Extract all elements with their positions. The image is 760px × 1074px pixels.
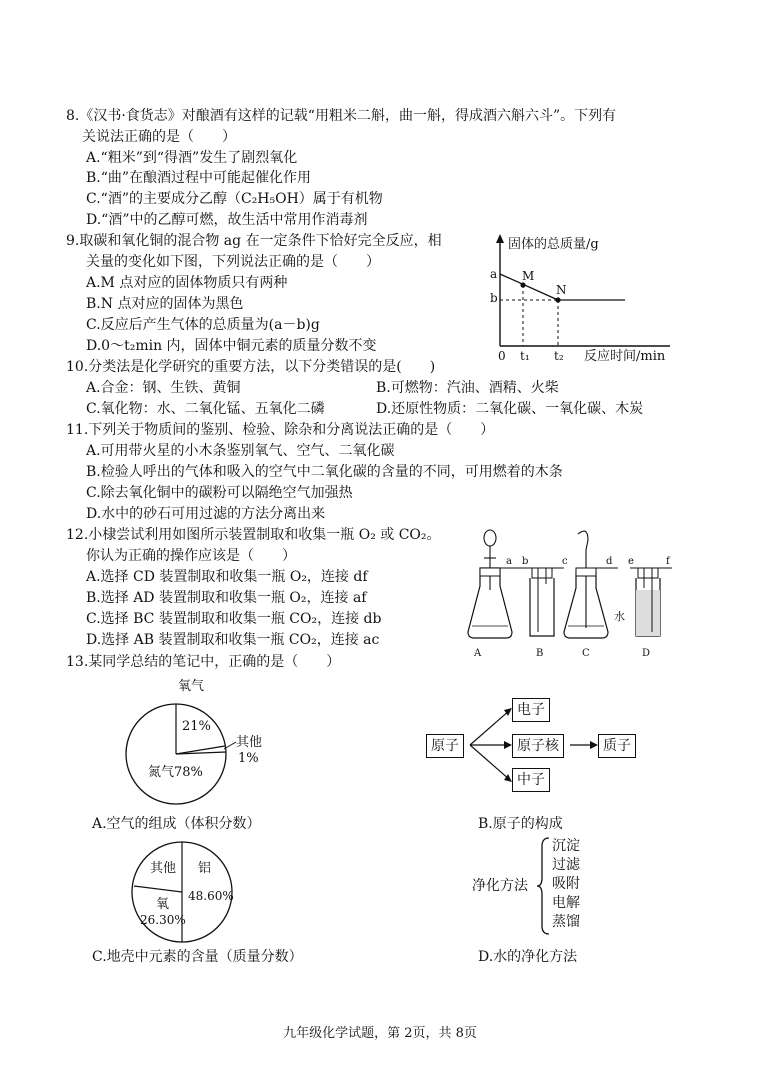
caption-a: A.空气的组成（体积分数） <box>92 816 261 832</box>
q11-option-a: A.可用带火星的小木条鉴别氧气、空气、二氧化碳 <box>86 443 395 459</box>
port-label-f: f <box>666 556 670 567</box>
pie-c-o: 氧 <box>156 897 170 912</box>
pie-a-other-label: 其他 <box>236 735 263 750</box>
graph-origin: 0 <box>498 349 506 363</box>
q11-option-d: D.水中的砂石可用过滤的方法分离出来 <box>86 506 326 522</box>
q10-option-d: D.还原性物质：二氧化碳、一氧化碳、木炭 <box>376 401 644 417</box>
graph-tick-t1: t₁ <box>520 349 530 363</box>
q9-option-a: A.M 点对应的固体物质只有两种 <box>86 275 288 291</box>
graph-point-m-label: M <box>522 269 535 283</box>
mass-time-graph <box>480 228 690 364</box>
page-footer: 九年级化学试题，第 2页，共 8页 <box>283 1026 477 1041</box>
q9-stem-line1: 9.取碳和氧化铜的混合物 ag 在一定条件下恰好完全反应，相 <box>66 233 442 249</box>
q11-option-b: B.检验人呼出的气体和吸入的空气中二氧化碳的含量的不同，可用燃着的木条 <box>86 464 563 480</box>
q8-option-b: B.“曲”在酿酒过程中可能起催化作用 <box>86 170 312 186</box>
port-label-b: b <box>522 556 529 567</box>
atom-arrows <box>466 700 606 790</box>
port-label-a: a <box>506 556 512 567</box>
pie-c-other: 其他 <box>150 861 177 876</box>
q8-option-d: D.“酒”中的乙醇可燃，故生活中常用作消毒剂 <box>86 212 368 228</box>
purify-brace <box>536 836 552 936</box>
q11-option-c: C.除去氧化铜中的碳粉可以隔绝空气加强热 <box>86 485 353 501</box>
pie-a-oxygen-label: 氧气 <box>178 679 205 694</box>
pie-a-oxygen-pct: 21% <box>182 719 211 734</box>
q12-option-d: D.选择 AB 装置制取和收集一瓶 CO₂，连接 ac <box>86 632 380 648</box>
purify-method: 蒸馏 <box>552 914 580 930</box>
box-electron: 电子 <box>512 698 550 722</box>
q8-option-c: C.“酒”的主要成分乙醇（C₂H₅OH）属于有机物 <box>86 191 383 207</box>
point-n <box>555 297 560 302</box>
q8-stem-line2: 关说法正确的是（ ） <box>82 129 236 145</box>
graph-ylabel: 固体的总质量/g <box>508 237 599 252</box>
graph-point-n-label: N <box>556 283 567 297</box>
q10-stem: 10.分类法是化学研究的重要方法，以下分类错误的是( ) <box>66 359 436 375</box>
apparatus-label-a: A <box>474 648 482 659</box>
q9-option-d: D.0～t₂min 内，固体中铜元素的质量分数不变 <box>86 338 377 354</box>
apparatus-label-d: D <box>642 648 651 659</box>
water-label: 水 <box>614 610 625 623</box>
graph-xlabel: 反应时间/min <box>584 349 666 364</box>
graph-tick-t2: t₂ <box>554 349 564 363</box>
purify-method: 沉淀 <box>552 838 580 854</box>
pie-c-al-pct: 48.60% <box>188 889 234 903</box>
apparatus-a <box>468 530 529 659</box>
apparatus-b <box>520 556 564 659</box>
graph-tick-b: b <box>490 291 498 305</box>
box-nucleus: 原子核 <box>512 734 564 758</box>
q8-option-a: A.“粗米”到“得酒”发生了剧烈氧化 <box>86 150 298 166</box>
q9-option-c: C.反应后产生气体的总质量为(a－b)g <box>86 317 320 333</box>
pie-a-nitrogen: 氮气78% <box>148 765 203 780</box>
purify-method: 过滤 <box>552 857 580 873</box>
purify-method: 电解 <box>552 895 580 911</box>
box-atom: 原子 <box>426 734 464 758</box>
purify-label: 净化方法 <box>472 878 528 894</box>
q12-stem-line2: 你认为正确的操作应该是（ ） <box>86 548 296 564</box>
graph-tick-a: a <box>490 267 498 281</box>
crust-elements-pie <box>128 838 248 948</box>
port-label-d: d <box>606 556 613 567</box>
q13-stem: 13.某同学总结的笔记中，正确的是（ ） <box>66 654 341 670</box>
q12-option-a: A.选择 CD 装置制取和收集一瓶 O₂，连接 df <box>86 569 368 585</box>
q10-option-b: B.可燃物：汽油、酒精、火柴 <box>376 380 559 396</box>
point-m <box>520 282 525 287</box>
q9-option-b: B.N 点对应的固体为黑色 <box>86 296 244 312</box>
q12-stem-line1: 12.小棣尝试利用如图所示装置制取和收集一瓶 O₂ 或 CO₂。 <box>66 527 441 543</box>
q11-stem: 11.下列关于物质间的鉴别、检验、除杂和分离说法正确的是（ ） <box>66 422 495 438</box>
q12-option-b: B.选择 AD 装置制取和收集一瓶 O₂，连接 af <box>86 590 367 606</box>
y-axis-arrow <box>496 234 504 243</box>
box-neutron: 中子 <box>512 768 550 792</box>
apparatus-figure <box>460 528 700 664</box>
q9-stem-line2: 关量的变化如下图，下列说法正确的是（ ） <box>86 254 380 270</box>
port-label-e: e <box>628 556 634 567</box>
box-proton: 质子 <box>598 734 636 758</box>
caption-c: C.地壳中元素的含量（质量分数） <box>92 949 303 965</box>
apparatus-d <box>614 556 672 659</box>
port-label-c: c <box>562 556 568 567</box>
q10-option-c: C.氧化物：水、二氧化锰、五氧化二磷 <box>86 401 325 417</box>
q12-option-c: C.选择 BC 装置制取和收集一瓶 CO₂，连接 db <box>86 611 382 627</box>
pie-c-o-pct: 26.30% <box>140 913 186 927</box>
pie-c-al: 铝 <box>198 861 212 876</box>
q10-option-a: A.合金：钢、生铁、黄铜 <box>86 380 241 396</box>
apparatus-label-b: B <box>536 648 544 659</box>
apparatus-label-c: C <box>582 648 590 659</box>
caption-d: D.水的净化方法 <box>478 949 578 965</box>
pie-a-other-pct: 1% <box>238 751 259 766</box>
q8-stem-line1: 8.《汉书·食货志》对酿酒有这样的记载“用粗米二斛，曲一斛，得成酒六斛六斗”。下列有 <box>66 108 617 124</box>
apparatus-c <box>562 531 618 659</box>
caption-b: B.原子的构成 <box>478 816 563 832</box>
purify-method: 吸附 <box>552 876 580 892</box>
air-composition-pie <box>120 672 290 812</box>
